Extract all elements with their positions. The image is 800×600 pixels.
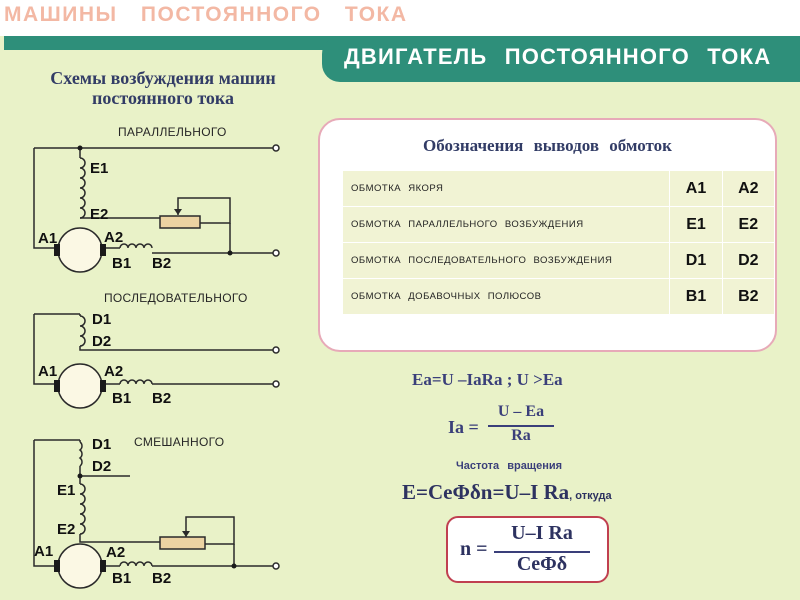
table-row xyxy=(343,243,775,279)
term-b1: B1 xyxy=(112,390,132,407)
mixed-circuit xyxy=(34,440,279,588)
term-b2: B2 xyxy=(152,390,172,407)
series-label: ПОСЛЕДОВАТЕЛЬНОГО xyxy=(104,291,248,305)
rheostat-mixed xyxy=(160,531,205,549)
speed-formula-tail: , откуда xyxy=(569,490,612,502)
winding-end: D2 xyxy=(722,243,774,279)
parallel-circuit xyxy=(34,145,279,272)
winding-end: A2 xyxy=(722,171,774,207)
term-b1: B1 xyxy=(112,570,132,587)
schemes-title-line2: постоянного тока xyxy=(91,88,235,108)
speed-result-numerator: U–I Rа xyxy=(511,522,573,544)
mixed-label: СМЕШАННОГО xyxy=(134,435,225,449)
term-a1: A1 xyxy=(38,363,58,380)
term-d1: D1 xyxy=(92,436,112,453)
current-formula-lhs: Iа = xyxy=(448,417,479,437)
term-e1: E1 xyxy=(57,482,76,499)
banner-title: ДВИГАТЕЛЬ ПОСТОЯННОГО ТОКА xyxy=(344,44,772,69)
speed-result-denominator: CеΦδ xyxy=(516,553,568,575)
windings-table xyxy=(342,170,775,315)
term-a2: A2 xyxy=(104,229,124,246)
winding-name: ОБМОТКА ДОБАВОЧНЫХ ПОЛЮСОВ xyxy=(343,279,670,315)
windings-panel xyxy=(318,118,777,352)
winding-name: ОБМОТКА ЯКОРЯ xyxy=(343,171,670,207)
winding-end: B2 xyxy=(722,279,774,315)
table-row xyxy=(343,207,775,243)
term-a1: A1 xyxy=(38,230,58,247)
speed-result-lhs: n = xyxy=(460,538,488,560)
winding-end: E2 xyxy=(722,207,774,243)
winding-name: ОБМОТКА ПАРАЛЛЕЛЬНОГО ВОЗБУЖДЕНИЯ xyxy=(343,207,670,243)
winding-start: B1 xyxy=(670,279,722,315)
winding-name: ОБМОТКА ПОСЛЕДОВАТЕЛЬНОГО ВОЗБУЖДЕНИЯ xyxy=(343,243,670,279)
term-a1: A1 xyxy=(34,543,54,560)
term-b2: B2 xyxy=(152,570,172,587)
parallel-label: ПАРАЛЛЕЛЬНОГО xyxy=(118,125,227,139)
current-formula-denominator: Rа xyxy=(511,427,531,444)
term-b1: B1 xyxy=(112,255,132,272)
emf-formula: Eа=U –IаRа ; U >Eа xyxy=(412,370,563,389)
current-formula-numerator: U – Eа xyxy=(497,403,545,420)
speed-caption: Частота вращения xyxy=(456,460,563,472)
term-a2: A2 xyxy=(104,363,124,380)
term-e2: E2 xyxy=(90,206,109,223)
rheostat-parallel xyxy=(160,209,200,228)
windings-title: Обозначения выводов обмоток xyxy=(423,136,672,155)
term-d2: D2 xyxy=(92,458,112,475)
term-e2: E2 xyxy=(57,521,76,538)
main-title: МАШИНЫ ПОСТОЯННОГО ТОКА xyxy=(4,3,408,26)
term-a2: A2 xyxy=(106,544,126,561)
term-e1: E1 xyxy=(90,160,109,177)
term-b2: B2 xyxy=(152,255,172,272)
term-d2: D2 xyxy=(92,333,112,350)
speed-formula-main: E=CеΦδn=U–I Rа xyxy=(402,480,570,504)
winding-start: E1 xyxy=(670,207,722,243)
term-d1: D1 xyxy=(92,311,112,328)
winding-start: A1 xyxy=(670,171,722,207)
table-row xyxy=(343,171,775,207)
table-row xyxy=(343,279,775,315)
winding-start: D1 xyxy=(670,243,722,279)
speed-formula xyxy=(402,480,612,505)
schemes-title-line1: Схемы возбуждения машин xyxy=(50,68,276,88)
